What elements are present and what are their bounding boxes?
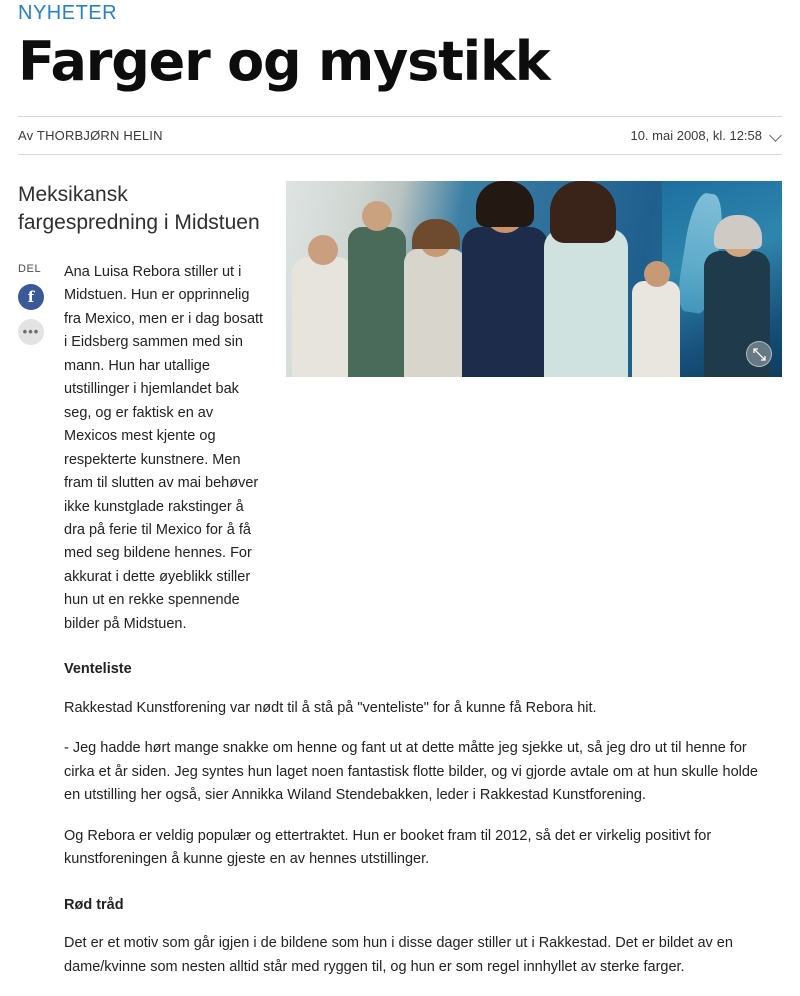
byline-row bbox=[18, 116, 782, 155]
photo-person bbox=[544, 229, 628, 377]
article-kicker[interactable]: NYHETER bbox=[18, 2, 118, 24]
body-paragraph: Rakkestad Kunstforening var nødt til å stå på "venteliste" for å kunne få Rebora hit. bbox=[64, 699, 597, 716]
article-body bbox=[18, 658, 782, 979]
share-more-button[interactable]: ••• bbox=[18, 319, 44, 345]
page-title: Farger og mystikk bbox=[18, 30, 550, 93]
timestamp-group[interactable] bbox=[630, 128, 782, 143]
article-standfirst: Meksikansk fargespredning i Midstuen bbox=[18, 183, 260, 234]
article-figure bbox=[286, 181, 782, 377]
byline-prefix: Av bbox=[18, 128, 34, 144]
byline-author: THORBJØRN HELIN bbox=[36, 128, 163, 144]
byline bbox=[18, 128, 163, 143]
article-photo[interactable] bbox=[286, 181, 782, 377]
photo-person bbox=[632, 281, 680, 377]
section-heading: Rød tråd bbox=[64, 896, 124, 913]
lead-paragraph: Ana Luisa Rebora stiller ut i Midstuen. Hun er opprinnelig fra Mexico, men er i dag bosatt i Eidsberg sammen med sin mann. Hun har utallige utstillinger i hjemlandet bak seg, og er faktisk en av Mexicos mest kjente og respekterte kunstnere. Men fram til slutten av mai behøver ikke kunstglade rakstinger å dra på ferie til Mexico for å få med seg bildene hennes. For akkurat i dette øyeblikk stiller hun ut en rekke spennende bilder på Midstuen. bbox=[64, 263, 264, 632]
body-paragraph: Og Rebora er veldig populær og ettertraktet. Hun er booket fram til 2012, så det er virkelig positivt for kunstforeningen å kunne gjeste en av hennes utstillinger. bbox=[64, 827, 712, 868]
share-facebook-button[interactable]: f bbox=[18, 284, 44, 310]
article-content bbox=[18, 181, 782, 636]
expand-arrows-icon bbox=[753, 348, 766, 361]
share-and-lead bbox=[18, 261, 268, 637]
section-heading: Venteliste bbox=[64, 661, 132, 678]
body-paragraph: - Jeg hadde hørt mange snakke om henne og fant ut at dette måtte jeg sjekke ut, så jeg dro ut til henne for cirka et år siden. Jeg syntes hun laget noen fantastisk flotte bilder, og vi gjorde avtale om at hun skulle holde en utstilling her også, sier Annikka Wiland Stendebakken, leder i Rakkestad Kunstforening. bbox=[64, 740, 758, 804]
chevron-down-icon[interactable] bbox=[771, 130, 782, 141]
share-label: DEL bbox=[18, 262, 42, 275]
photo-person bbox=[348, 227, 406, 377]
photo-person bbox=[292, 257, 354, 377]
photo-person bbox=[462, 227, 548, 377]
photo-person bbox=[404, 249, 466, 377]
share-bar bbox=[18, 261, 64, 354]
body-paragraph: Det er et motiv som går igjen i de bildene som hun i disse dager stiller ut i Rakkestad. Det er bildet av en dame/kvinne som nesten alltid står med ryggen til, og hun er som regel innhyllet av sterke farger. bbox=[64, 935, 733, 975]
lead-paragraph-column bbox=[64, 261, 268, 637]
article-left-column bbox=[18, 181, 286, 636]
article-timestamp: 10. mai 2008, kl. 12:58 bbox=[630, 128, 762, 144]
